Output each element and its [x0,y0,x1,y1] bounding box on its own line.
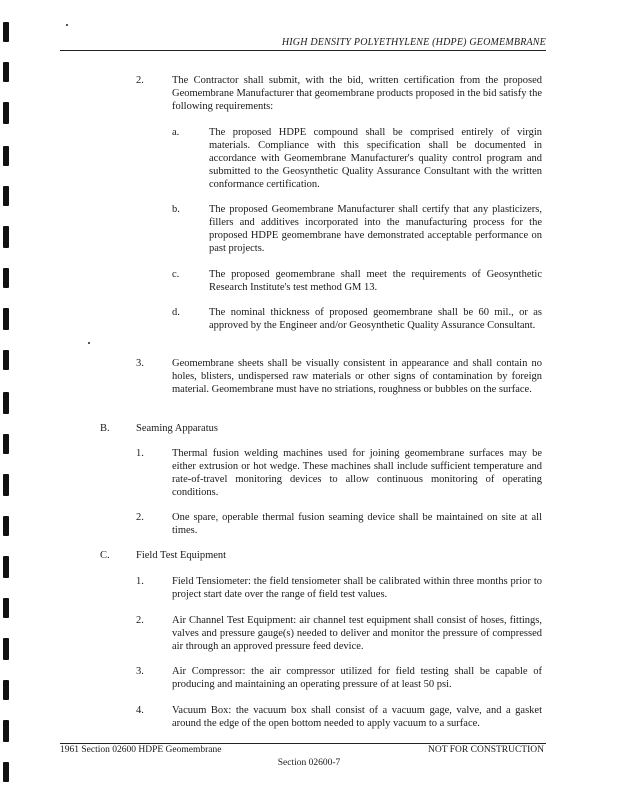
binding-mark [3,226,9,248]
binding-mark [3,516,9,536]
binding-mark [3,102,9,124]
binding-mark [3,22,9,42]
binding-mark [3,434,9,454]
item-text: Field Tensiometer: the field tensiometer shall be calibrated within three months prior to project start date over the range of field test values. [172,576,542,600]
item-number: 1. [136,448,144,459]
binding-mark [3,308,9,330]
binding-mark [3,186,9,206]
item-number: a. [172,127,180,138]
item-text: The proposed HDPE compound shall be comprised entirely of virgin materials. Compliance with this specification shall be documented in accordance with Geomembrane Manufacturer's quality control program and submitted to the Geosynthetic Quality Assurance Consultant with the written conformance certification. [209,127,542,190]
item-text: Air Channel Test Equipment: air channel test equipment shall consist of hoses, fittings, valves and pressure gauge(s) needed to deliver and monitor the pressure of compressed air through an approved pressure feed device. [172,615,542,652]
item-number: 2. [136,512,144,523]
binding-mark [3,392,9,414]
item-text: The Contractor shall submit, with the bid, written certification from the proposed Geomembrane Manufacturer that geomembrane products proposed in the bid satisfy the following requirements: [172,75,542,112]
item-number: 3. [136,358,144,369]
page-number: Section 02600-7 [277,758,341,768]
binding-mark [3,268,9,288]
item-number: d. [172,307,180,318]
item-number: b. [172,204,180,215]
binding-mark [3,556,9,578]
running-header: HIGH DENSITY POLYETHYLENE (HDPE) GEOMEMBRANE [60,37,546,51]
item-text: Vacuum Box: the vacuum box shall consist of a vacuum gage, valve, and a gasket around the edge of the open bottom needed to apply vacuum to a surface. [172,705,542,729]
binding-mark [3,146,9,166]
item-text: The proposed geomembrane shall meet the requirements of Geosynthetic Research Institute's test method GM 13. [209,269,542,293]
binding-mark [3,350,9,370]
item-number: c. [172,269,180,280]
item-text: Air Compressor: the air compressor utilized for field testing shall be capable of producing and maintaining an operating pressure of at least 50 psi. [172,666,542,690]
binding-mark [3,598,9,618]
item-text: The nominal thickness of proposed geomembrane shall be 60 mil., or as approved by the Engineer and/or Geosynthetic Quality Assurance Consultant. [209,307,542,331]
item-text: The proposed Geomembrane Manufacturer shall certify that any plasticizers, fillers and additives incorporated into the manufacturing process for the proposed HDPE geomembrane have demonstrated acceptable performance on past projects. [209,204,542,254]
section-title: Field Test Equipment [136,550,227,561]
section-letter: B. [100,423,110,434]
item-text: Geomembrane sheets shall be visually consistent in appearance and shall contain no holes, blisters, undispersed raw materials or other signs of contamination by foreign material. Geomembrane must have no striations, roughness or bubbles on the surface. [172,358,542,395]
binding-mark [3,474,9,496]
item-number: 2. [136,615,144,626]
section-title: Seaming Apparatus [136,423,218,434]
item-number: 4. [136,705,144,716]
item-number: 3. [136,666,144,677]
binding-mark [3,720,9,742]
item-text: One spare, operable thermal fusion seaming device shall be maintained on site at all times. [172,512,542,536]
item-number: 2. [136,75,144,86]
footer-document-id: 1961 Section 02600 HDPE Geomembrane [60,745,222,755]
binding-mark [3,62,9,82]
scan-speck [88,342,90,344]
footer-rule [60,743,546,744]
item-number: 1. [136,576,144,587]
item-text: Thermal fusion welding machines used for joining geomembrane surfaces may be either extrusion or hot wedge. These machines shall include sufficient temperature and rate-of-travel monitoring devices to allow continuous monitoring of operating conditions. [172,448,542,498]
binding-mark [3,680,9,700]
section-letter: C. [100,550,110,561]
scan-speck [66,24,68,26]
footer-notice: NOT FOR CONSTRUCTION [428,745,544,755]
binding-mark [3,638,9,660]
